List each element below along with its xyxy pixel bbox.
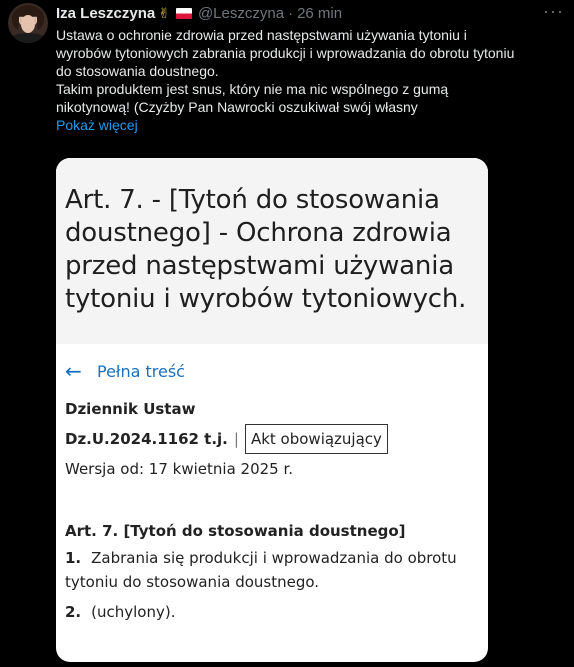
paragraph (65, 600, 479, 624)
avatar-shirt (10, 33, 46, 43)
tweet-timestamp[interactable]: 26 min (297, 4, 343, 22)
author-name[interactable]: Iza Leszczyna (56, 4, 156, 22)
avatar[interactable] (8, 3, 48, 43)
paragraph-text: (uchylony). (91, 603, 176, 621)
full-text-label: Pełna treść (97, 361, 185, 381)
reference-row (65, 424, 479, 454)
full-text-link (65, 358, 479, 384)
poland-flag-icon (176, 8, 192, 19)
paragraph (65, 546, 479, 594)
more-options-icon[interactable]: ··· (543, 1, 564, 21)
tweet-header (56, 3, 544, 23)
avatar-face (21, 15, 35, 33)
reference-separator: | (233, 430, 239, 448)
tweet-text (56, 26, 566, 134)
show-more-link[interactable]: Pokaż więcej (56, 117, 138, 133)
tweet-text-line: do stosowania doustnego. (56, 63, 219, 79)
card-body (56, 358, 488, 624)
journal-name: Dziennik Ustaw (65, 400, 196, 418)
attached-image-card[interactable] (56, 158, 488, 662)
status-badge: Akt obowiązujący (245, 424, 388, 454)
card-header (56, 158, 488, 344)
tweet-text-line: wyrobów tytoniowych zabrania produkcji i wprowadzania do obrotu tytoniu (56, 45, 515, 61)
tweet-text-line: Takim produktem jest snus, który nie ma nic wspólnego z gumą (56, 81, 449, 97)
article-heading: Art. 7. [Tytoń do stosowania doustnego] (65, 522, 406, 540)
version-date: Wersja od: 17 kwietnia 2025 r. (65, 460, 294, 478)
tweet-text-line: nikotynową! (Czyżby Pan Nawrocki oszukiwał swój własny (56, 99, 418, 115)
paragraph-text: Zabrania się produkcji i wprowadzania do obrotu tytoniu do stosowania doustnego. (65, 549, 457, 591)
author-handle[interactable]: @Leszczyna (197, 4, 285, 22)
card-title: Art. 7. - [Tytoń do stosowania doustnego] - Ochrona zdrowia przed następstwami używania tytoniu i wyrobów tytoniowych. (65, 185, 467, 314)
paragraph-number: 2. (65, 603, 82, 621)
arrow-left-icon: ← (65, 359, 82, 383)
reference-number: Dz.U.2024.1162 t.j. (65, 430, 228, 448)
tweet-text-line: Ustawa o ochronie zdrowia przed następstwami używania tytoniu i (56, 27, 467, 43)
victory-hand-icon: ✌ (158, 4, 170, 21)
paragraph-number: 1. (65, 549, 82, 567)
header-separator: · (288, 4, 294, 22)
